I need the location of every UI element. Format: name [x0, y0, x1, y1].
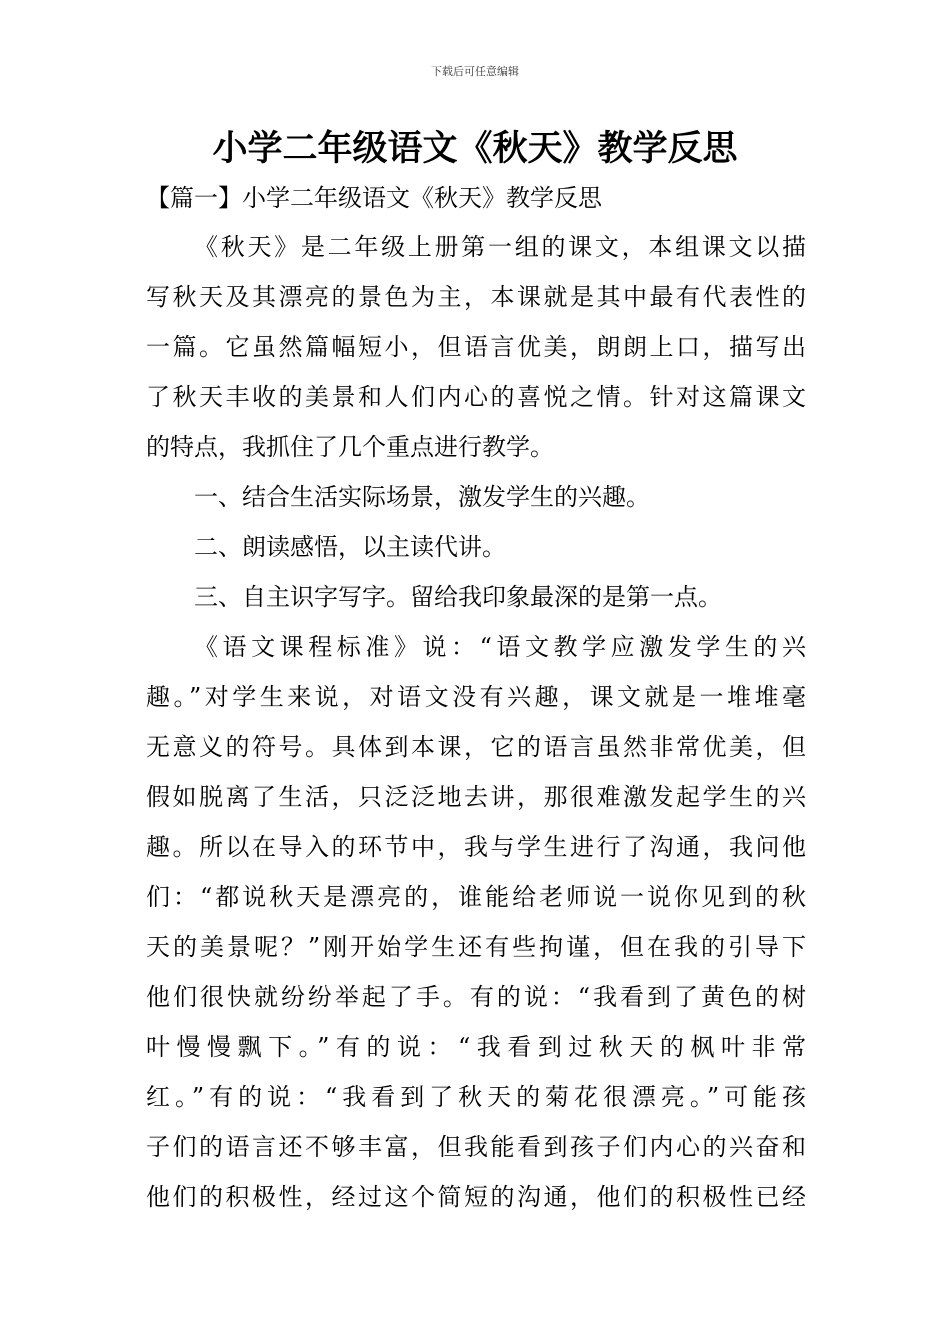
text-line: 趣。”对学生来说，对语文没有兴趣，课文就是一堆堆毫: [146, 683, 806, 711]
document-body: [146, 222, 806, 1222]
paragraph: [146, 522, 806, 572]
text-line: 了秋天丰收的美景和人们内心的喜悦之情。针对这篇课文: [146, 383, 806, 411]
paragraph: [146, 472, 806, 522]
text-line: 天的美景呢？”刚开始学生还有些拘谨，但在我的引导下: [146, 933, 806, 961]
text-line: 三、自主识字写字。留给我印象最深的是第一点。: [194, 583, 722, 611]
paragraph: [146, 222, 806, 472]
header-note: 下载后可任意编辑: [431, 65, 519, 78]
text-line: 他们的积极性，经过这个简短的沟通，他们的积极性已经: [146, 1183, 806, 1211]
text-line: 们：“都说秋天是漂亮的，谁能给老师说一说你见到的秋: [146, 883, 806, 911]
paragraph: [146, 622, 806, 1222]
paragraph: [146, 572, 806, 622]
text-line: 一篇。它虽然篇幅短小，但语言优美，朗朗上口，描写出: [146, 333, 806, 361]
text-line: 趣。所以在导入的环节中，我与学生进行了沟通，我问他: [146, 833, 806, 861]
text-line: 的特点，我抓住了几个重点进行教学。: [146, 433, 554, 461]
section-heading: 【篇一】小学二年级语文《秋天》教学反思: [146, 184, 602, 212]
text-line: 二、朗读感悟，以主读代讲。: [194, 533, 506, 561]
text-line: 红。”有的说：“我看到了秋天的菊花很漂亮。”可能孩: [146, 1083, 806, 1111]
text-line: 他们很快就纷纷举起了手。有的说：“我看到了黄色的树: [146, 983, 806, 1011]
text-line: 《语文课程标准》说：“语文教学应激发学生的兴: [194, 633, 806, 661]
text-line: 无意义的符号。具体到本课，它的语言虽然非常优美，但: [146, 733, 806, 761]
text-line: 写秋天及其漂亮的景色为主，本课就是其中最有代表性的: [146, 283, 806, 311]
text-line: 子们的语言还不够丰富，但我能看到孩子们内心的兴奋和: [146, 1133, 806, 1161]
page-title: 小学二年级语文《秋天》教学反思: [212, 129, 738, 169]
text-line: 假如脱离了生活，只泛泛地去讲，那很难激发起学生的兴: [146, 783, 806, 811]
text-line: 叶慢慢飘下。”有的说：“我看到过秋天的枫叶非常: [146, 1033, 806, 1061]
text-line: 《秋天》是二年级上册第一组的课文，本组课文以描: [194, 233, 806, 261]
text-line: 一、结合生活实际场景，激发学生的兴趣。: [194, 483, 650, 511]
